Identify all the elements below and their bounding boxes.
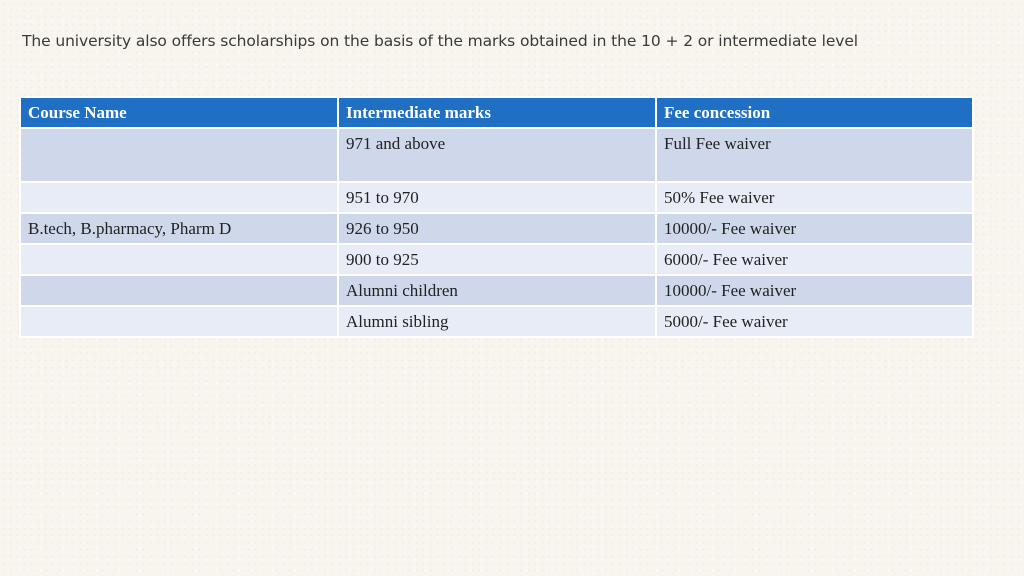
- course-cell: [20, 306, 338, 337]
- table-row: [20, 275, 973, 306]
- marks-cell: 900 to 925: [338, 244, 656, 275]
- table-row: [20, 128, 973, 182]
- marks-cell: Alumni sibling: [338, 306, 656, 337]
- marks-cell: 971 and above: [338, 128, 656, 182]
- concession-cell: 10000/- Fee waiver: [656, 275, 973, 306]
- course-cell: [20, 244, 338, 275]
- header-course-name: Course Name: [20, 97, 338, 128]
- intro-text: The university also offers scholarships on the basis of the marks obtained in the 10 + 2 or intermediate level: [22, 32, 858, 50]
- concession-cell: 5000/- Fee waiver: [656, 306, 973, 337]
- table-row: [20, 182, 973, 213]
- concession-cell: 50% Fee waiver: [656, 182, 973, 213]
- header-fee-concession: Fee concession: [656, 97, 973, 128]
- course-cell: [20, 128, 338, 182]
- table-row: [20, 213, 973, 244]
- concession-cell: 6000/- Fee waiver: [656, 244, 973, 275]
- marks-cell: 926 to 950: [338, 213, 656, 244]
- table-row: [20, 306, 973, 337]
- concession-cell: 10000/- Fee waiver: [656, 213, 973, 244]
- course-cell: B.tech, B.pharmacy, Pharm D: [20, 213, 338, 244]
- marks-cell: Alumni children: [338, 275, 656, 306]
- header-intermediate-marks: Intermediate marks: [338, 97, 656, 128]
- marks-cell: 951 to 970: [338, 182, 656, 213]
- table-row: [20, 244, 973, 275]
- course-cell: [20, 182, 338, 213]
- concession-cell: Full Fee waiver: [656, 128, 973, 182]
- scholarship-table: [19, 96, 974, 338]
- table-header-row: [20, 97, 973, 128]
- course-cell: [20, 275, 338, 306]
